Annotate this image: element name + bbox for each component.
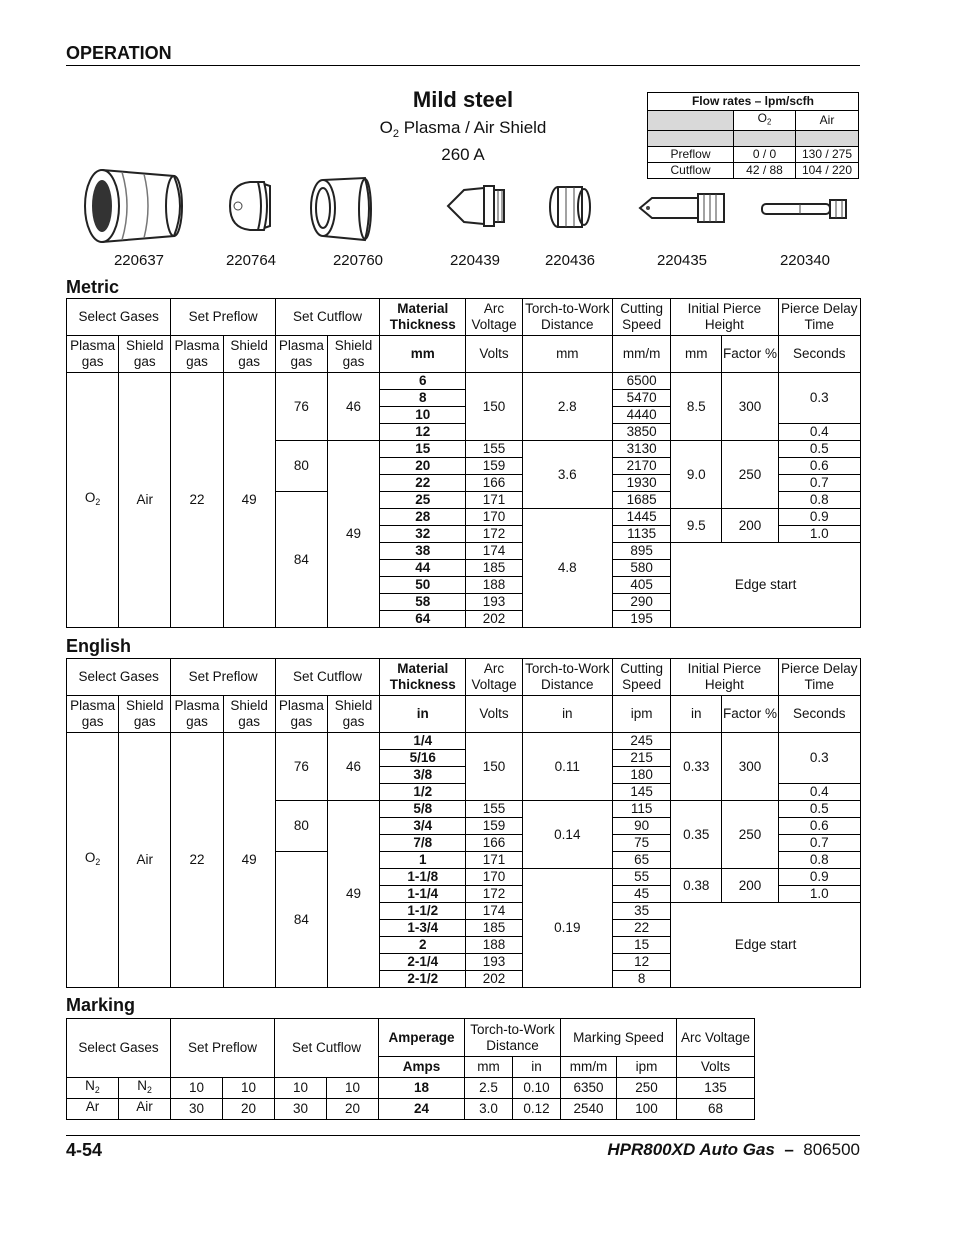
marking-cell: 100 [617,1099,677,1120]
thickness-cell: 28 [380,509,466,526]
speed-cell: 5470 [612,390,670,407]
preflow-shield-value: 49 [223,373,275,628]
speed-cell: 1685 [612,492,670,509]
thickness-cell: 1-3/4 [380,920,466,937]
flow-col-air: Air [796,111,859,131]
marking-cell: 20 [223,1099,275,1120]
footer-dash: – [784,1140,794,1159]
marking-cell: 10 [223,1078,275,1099]
voltage-cell: 159 [466,818,522,835]
marking-cell: 250 [617,1078,677,1099]
marking-amps: 18 [379,1078,465,1099]
thickness-cell: 32 [380,526,466,543]
water-tube-icon [760,198,850,220]
marking-table [66,1018,755,1120]
speed-cell: 180 [612,767,670,784]
hdr-set-preflow: Set Preflow [171,659,275,696]
voltage-cell: 150 [466,373,522,441]
hdr-material-thickness: Material Thickness [380,299,466,336]
flow-rates-table [647,92,859,179]
unit-ipm: ipm [617,1057,677,1078]
voltage-cell: 174 [466,903,522,920]
unit-volts: Volts [466,336,522,373]
footer-doc-ref [607,1140,860,1160]
delay-cell: 0.4 [778,424,860,441]
thickness-cell: 6 [380,373,466,390]
flow-cell: 0 / 0 [734,146,796,162]
hdr-plasma-gas: Plasma gas [171,336,223,373]
voltage-cell: 171 [466,492,522,509]
unit-distance: mm [522,336,612,373]
speed-cell: 55 [612,869,670,886]
height-cell: 8.5 [671,373,722,441]
voltage-cell: 171 [466,852,522,869]
distance-cell: 0.19 [522,869,612,988]
thickness-cell: 2-1/2 [380,971,466,988]
thickness-cell: 7/8 [380,835,466,852]
part-number: 220764 [225,252,277,269]
height-cell: 9.0 [671,441,722,509]
speed-cell: 2170 [612,458,670,475]
thickness-cell: 1-1/4 [380,886,466,903]
marking-cell: 2540 [561,1099,617,1120]
height-cell: 0.38 [671,869,722,903]
hdr-amperage: Amperage [379,1019,465,1057]
hdr-marking-speed: Marking Speed [561,1019,677,1057]
hdr-torch-distance: Torch-to-Work Distance [522,659,612,696]
cutflow-shield-value: 49 [327,801,379,988]
voltage-cell: 166 [466,475,522,492]
hdr-arc-voltage: Arc Voltage [677,1019,755,1057]
delay-cell: 0.6 [778,818,860,835]
hdr-plasma-gas: Plasma gas [275,696,327,733]
hdr-arc-voltage: Arc Voltage [466,659,522,696]
cutflow-plasma-value: 76 [275,373,327,441]
voltage-cell: 202 [466,611,522,628]
delay-cell: 0.8 [778,852,860,869]
cutflow-shield-value: 46 [327,733,379,801]
speed-cell: 15 [612,937,670,954]
marking-cell: 6350 [561,1078,617,1099]
plasma-gas-value: $O_2$ [67,733,119,988]
marking-cell: 30 [171,1099,223,1120]
thickness-cell: 1 [380,852,466,869]
voltage-cell: 172 [466,526,522,543]
speed-cell: 115 [612,801,670,818]
unit-factor: Factor % [722,696,778,733]
speed-cell: 8 [612,971,670,988]
voltage-cell: 170 [466,869,522,886]
unit-factor: Factor % [722,336,778,373]
voltage-cell: 193 [466,954,522,971]
flow-blank-cell [648,130,734,146]
delay-cell: 0.6 [778,458,860,475]
section-header: OPERATION [66,43,172,63]
cutflow-shield-value: 46 [327,373,379,441]
hdr-select-gases: Select Gases [67,299,171,336]
speed-cell: 22 [612,920,670,937]
plasma-gas-value: $O_2$ [67,373,119,628]
shield-cap-icon [224,178,274,234]
flow-blank-cell [648,111,734,131]
hdr-plasma-gas: Plasma gas [67,696,119,733]
marking-cell: 30 [275,1099,327,1120]
thickness-cell: 22 [380,475,466,492]
hdr-initial-pierce: Initial Pierce Height [671,659,778,696]
page-title: Mild steel [412,87,514,112]
thickness-cell: 20 [380,458,466,475]
speed-cell: 145 [612,784,670,801]
factor-cell: 300 [722,733,778,801]
hdr-arc-voltage: Arc Voltage [466,299,522,336]
marking-cell: 10 [327,1078,379,1099]
hdr-shield-gas: Shield gas [223,696,275,733]
voltage-cell: 155 [466,441,522,458]
cutflow-shield-value: 49 [327,441,379,628]
amperage-label: 260 A [441,145,485,164]
shield-gas-value: Air [119,373,171,628]
unit-thickness: in [380,696,466,733]
hdr-initial-pierce: Initial Pierce Height [671,299,778,336]
flow-row-label: Cutflow [648,162,734,178]
unit-speed: mm/m [612,336,670,373]
thickness-cell: 2-1/4 [380,954,466,971]
cutflow-plasma-value: 76 [275,733,327,801]
preflow-shield-value: 49 [223,733,275,988]
speed-cell: 12 [612,954,670,971]
speed-cell: 45 [612,886,670,903]
thickness-cell: 5/16 [380,750,466,767]
cutflow-plasma-value: 84 [275,852,327,988]
inner-cap-icon [307,174,377,244]
unit-height: in [671,696,722,733]
hdr-set-preflow: Set Preflow [171,1019,275,1078]
delay-cell: 0.8 [778,492,860,509]
thickness-cell: 58 [380,594,466,611]
voltage-cell: 170 [466,509,522,526]
speed-cell: 1930 [612,475,670,492]
header-rule [66,65,860,66]
hdr-shield-gas: Shield gas [223,336,275,373]
hdr-plasma-gas: Plasma gas [275,336,327,373]
hdr-select-gases: Select Gases [67,1019,171,1078]
thickness-cell: 1/4 [380,733,466,750]
marking-plasma-gas: Ar [67,1099,119,1120]
speed-cell: 3130 [612,441,670,458]
hdr-torch-distance: Torch-to-Work Distance [522,299,612,336]
hdr-material-thickness: Material Thickness [380,659,466,696]
nozzle-icon [444,180,510,232]
thickness-cell: 8 [380,390,466,407]
voltage-cell: 185 [466,920,522,937]
hdr-set-cutflow: Set Cutflow [275,659,379,696]
product-name: HPR800XD Auto Gas [607,1140,775,1159]
hdr-shield-gas: Shield gas [119,336,171,373]
flow-blank-cell [796,130,859,146]
marking-cell: 10 [171,1078,223,1099]
unit-volts: Volts [466,696,522,733]
voltage-cell: 172 [466,886,522,903]
voltage-cell: 188 [466,577,522,594]
marking-cell: 10 [275,1078,327,1099]
hdr-cutting-speed: Cutting Speed [612,299,670,336]
shield-gas-value: Air [119,733,171,988]
delay-cell: 0.7 [778,835,860,852]
unit-seconds: Seconds [778,696,860,733]
unit-mmm: mm/m [561,1057,617,1078]
hdr-set-cutflow: Set Cutflow [275,1019,379,1078]
speed-cell: 75 [612,835,670,852]
thickness-cell: 44 [380,560,466,577]
marking-cell: 20 [327,1099,379,1120]
hdr-torch-distance: Torch-to-Work Distance [465,1019,561,1057]
part-number: 220435 [656,252,708,269]
flow-rates-title: Flow rates – lpm/scfh [648,93,859,111]
voltage-cell: 193 [466,594,522,611]
thickness-cell: 64 [380,611,466,628]
speed-cell: 6500 [612,373,670,390]
unit-speed: ipm [612,696,670,733]
preflow-plasma-value: 22 [171,373,223,628]
voltage-cell: 188 [466,937,522,954]
voltage-cell: 166 [466,835,522,852]
thickness-cell: 3/8 [380,767,466,784]
hdr-cutting-speed: Cutting Speed [612,659,670,696]
speed-cell: 1135 [612,526,670,543]
marking-cell: 0.12 [513,1099,561,1120]
thickness-cell: 1-1/2 [380,903,466,920]
thickness-cell: 5/8 [380,801,466,818]
distance-cell: 3.6 [522,441,612,509]
delay-cell: 1.0 [778,886,860,903]
marking-amps: 24 [379,1099,465,1120]
voltage-cell: 155 [466,801,522,818]
speed-cell: 195 [612,611,670,628]
hdr-shield-gas: Shield gas [327,696,379,733]
speed-cell: 4440 [612,407,670,424]
hdr-pierce-delay: Pierce Delay Time [778,659,860,696]
thickness-cell: 12 [380,424,466,441]
distance-cell: 0.11 [522,733,612,801]
unit-distance: in [522,696,612,733]
part-number: 220439 [449,252,501,269]
part-number: 220340 [779,252,831,269]
edge-start-cell: Edge start [671,543,861,628]
doc-number: 806500 [803,1140,860,1159]
height-cell: 9.5 [671,509,722,543]
speed-cell: 1445 [612,509,670,526]
hdr-pierce-delay: Pierce Delay Time [778,299,860,336]
swirl-ring-icon [546,182,596,232]
unit-amps: Amps [379,1057,465,1078]
flow-cell: 42 / 88 [734,162,796,178]
factor-cell: 300 [722,373,778,441]
hdr-plasma-gas: Plasma gas [67,336,119,373]
speed-cell: 290 [612,594,670,611]
part-number: 220436 [544,252,596,269]
page-number: 4-54 [66,1140,103,1160]
unit-in: in [513,1057,561,1078]
marking-shield-gas: $N_2$ [119,1078,171,1099]
footer-rule [66,1135,860,1136]
thickness-cell: 1/2 [380,784,466,801]
marking-cell: 0.10 [513,1078,561,1099]
marking-shield-gas: Air [119,1099,171,1120]
delay-cell: 0.4 [778,784,860,801]
delay-cell: 0.5 [778,441,860,458]
speed-cell: 895 [612,543,670,560]
preflow-plasma-value: 22 [171,733,223,988]
factor-cell: 250 [722,441,778,509]
unit-mm: mm [465,1057,513,1078]
part-number: 220760 [332,252,384,269]
delay-cell: 0.7 [778,475,860,492]
thickness-cell: 15 [380,441,466,458]
speed-cell: 580 [612,560,670,577]
voltage-cell: 174 [466,543,522,560]
cutflow-plasma-value: 84 [275,492,327,628]
factor-cell: 250 [722,801,778,869]
hdr-set-preflow: Set Preflow [171,299,275,336]
delay-cell: 0.9 [778,509,860,526]
delay-cell: 0.3 [778,733,860,784]
flow-blank-cell [734,130,796,146]
retaining-cap-icon [82,166,192,246]
thickness-cell: 50 [380,577,466,594]
thickness-cell: 2 [380,937,466,954]
height-cell: 0.35 [671,801,722,869]
hdr-plasma-gas: Plasma gas [171,696,223,733]
speed-cell: 65 [612,852,670,869]
thickness-cell: 1-1/8 [380,869,466,886]
english-title: English [66,636,132,656]
hdr-shield-gas: Shield gas [327,336,379,373]
unit-seconds: Seconds [778,336,860,373]
thickness-cell: 3/4 [380,818,466,835]
flow-row-label: Preflow [648,146,734,162]
hdr-set-cutflow: Set Cutflow [275,299,379,336]
factor-cell: 200 [722,509,778,543]
marking-cell: 135 [677,1078,755,1099]
unit-thickness: mm [380,336,466,373]
flow-cell: 130 / 275 [796,146,859,162]
voltage-cell: 159 [466,458,522,475]
speed-cell: 215 [612,750,670,767]
delay-cell: 0.5 [778,801,860,818]
hdr-select-gases: Select Gases [67,659,171,696]
cutflow-plasma-value: 80 [275,441,327,492]
thickness-cell: 10 [380,407,466,424]
electrode-icon [638,190,730,226]
thickness-cell: 25 [380,492,466,509]
flow-cell: 104 / 220 [796,162,859,178]
distance-cell: 0.14 [522,801,612,869]
voltage-cell: 150 [466,733,522,801]
delay-cell: 0.9 [778,869,860,886]
flow-col-o2: $O_2$ [734,111,796,131]
factor-cell: 200 [722,869,778,903]
delay-cell: 0.3 [778,373,860,424]
part-number: 220637 [113,252,165,269]
thickness-cell: 38 [380,543,466,560]
metric-title: Metric [66,277,120,297]
unit-volts: Volts [677,1057,755,1078]
marking-title: Marking [66,995,136,1015]
height-cell: 0.33 [671,733,722,801]
distance-cell: 4.8 [522,509,612,628]
speed-cell: 35 [612,903,670,920]
delay-cell: 1.0 [778,526,860,543]
english-cut-table [66,658,861,988]
edge-start-cell: Edge start [671,903,861,988]
marking-cell: 2.5 [465,1078,513,1099]
distance-cell: 2.8 [522,373,612,441]
speed-cell: 3850 [612,424,670,441]
marking-cell: 68 [677,1099,755,1120]
speed-cell: 405 [612,577,670,594]
marking-cell: 3.0 [465,1099,513,1120]
speed-cell: 90 [612,818,670,835]
cutflow-plasma-value: 80 [275,801,327,852]
voltage-cell: 185 [466,560,522,577]
unit-height: mm [671,336,722,373]
metric-cut-table [66,298,861,628]
speed-cell: 245 [612,733,670,750]
voltage-cell: 202 [466,971,522,988]
gas-subtitle: $O_2$ Plasma / Air Shield [379,118,547,140]
hdr-shield-gas: Shield gas [119,696,171,733]
marking-plasma-gas: $N_2$ [67,1078,119,1099]
